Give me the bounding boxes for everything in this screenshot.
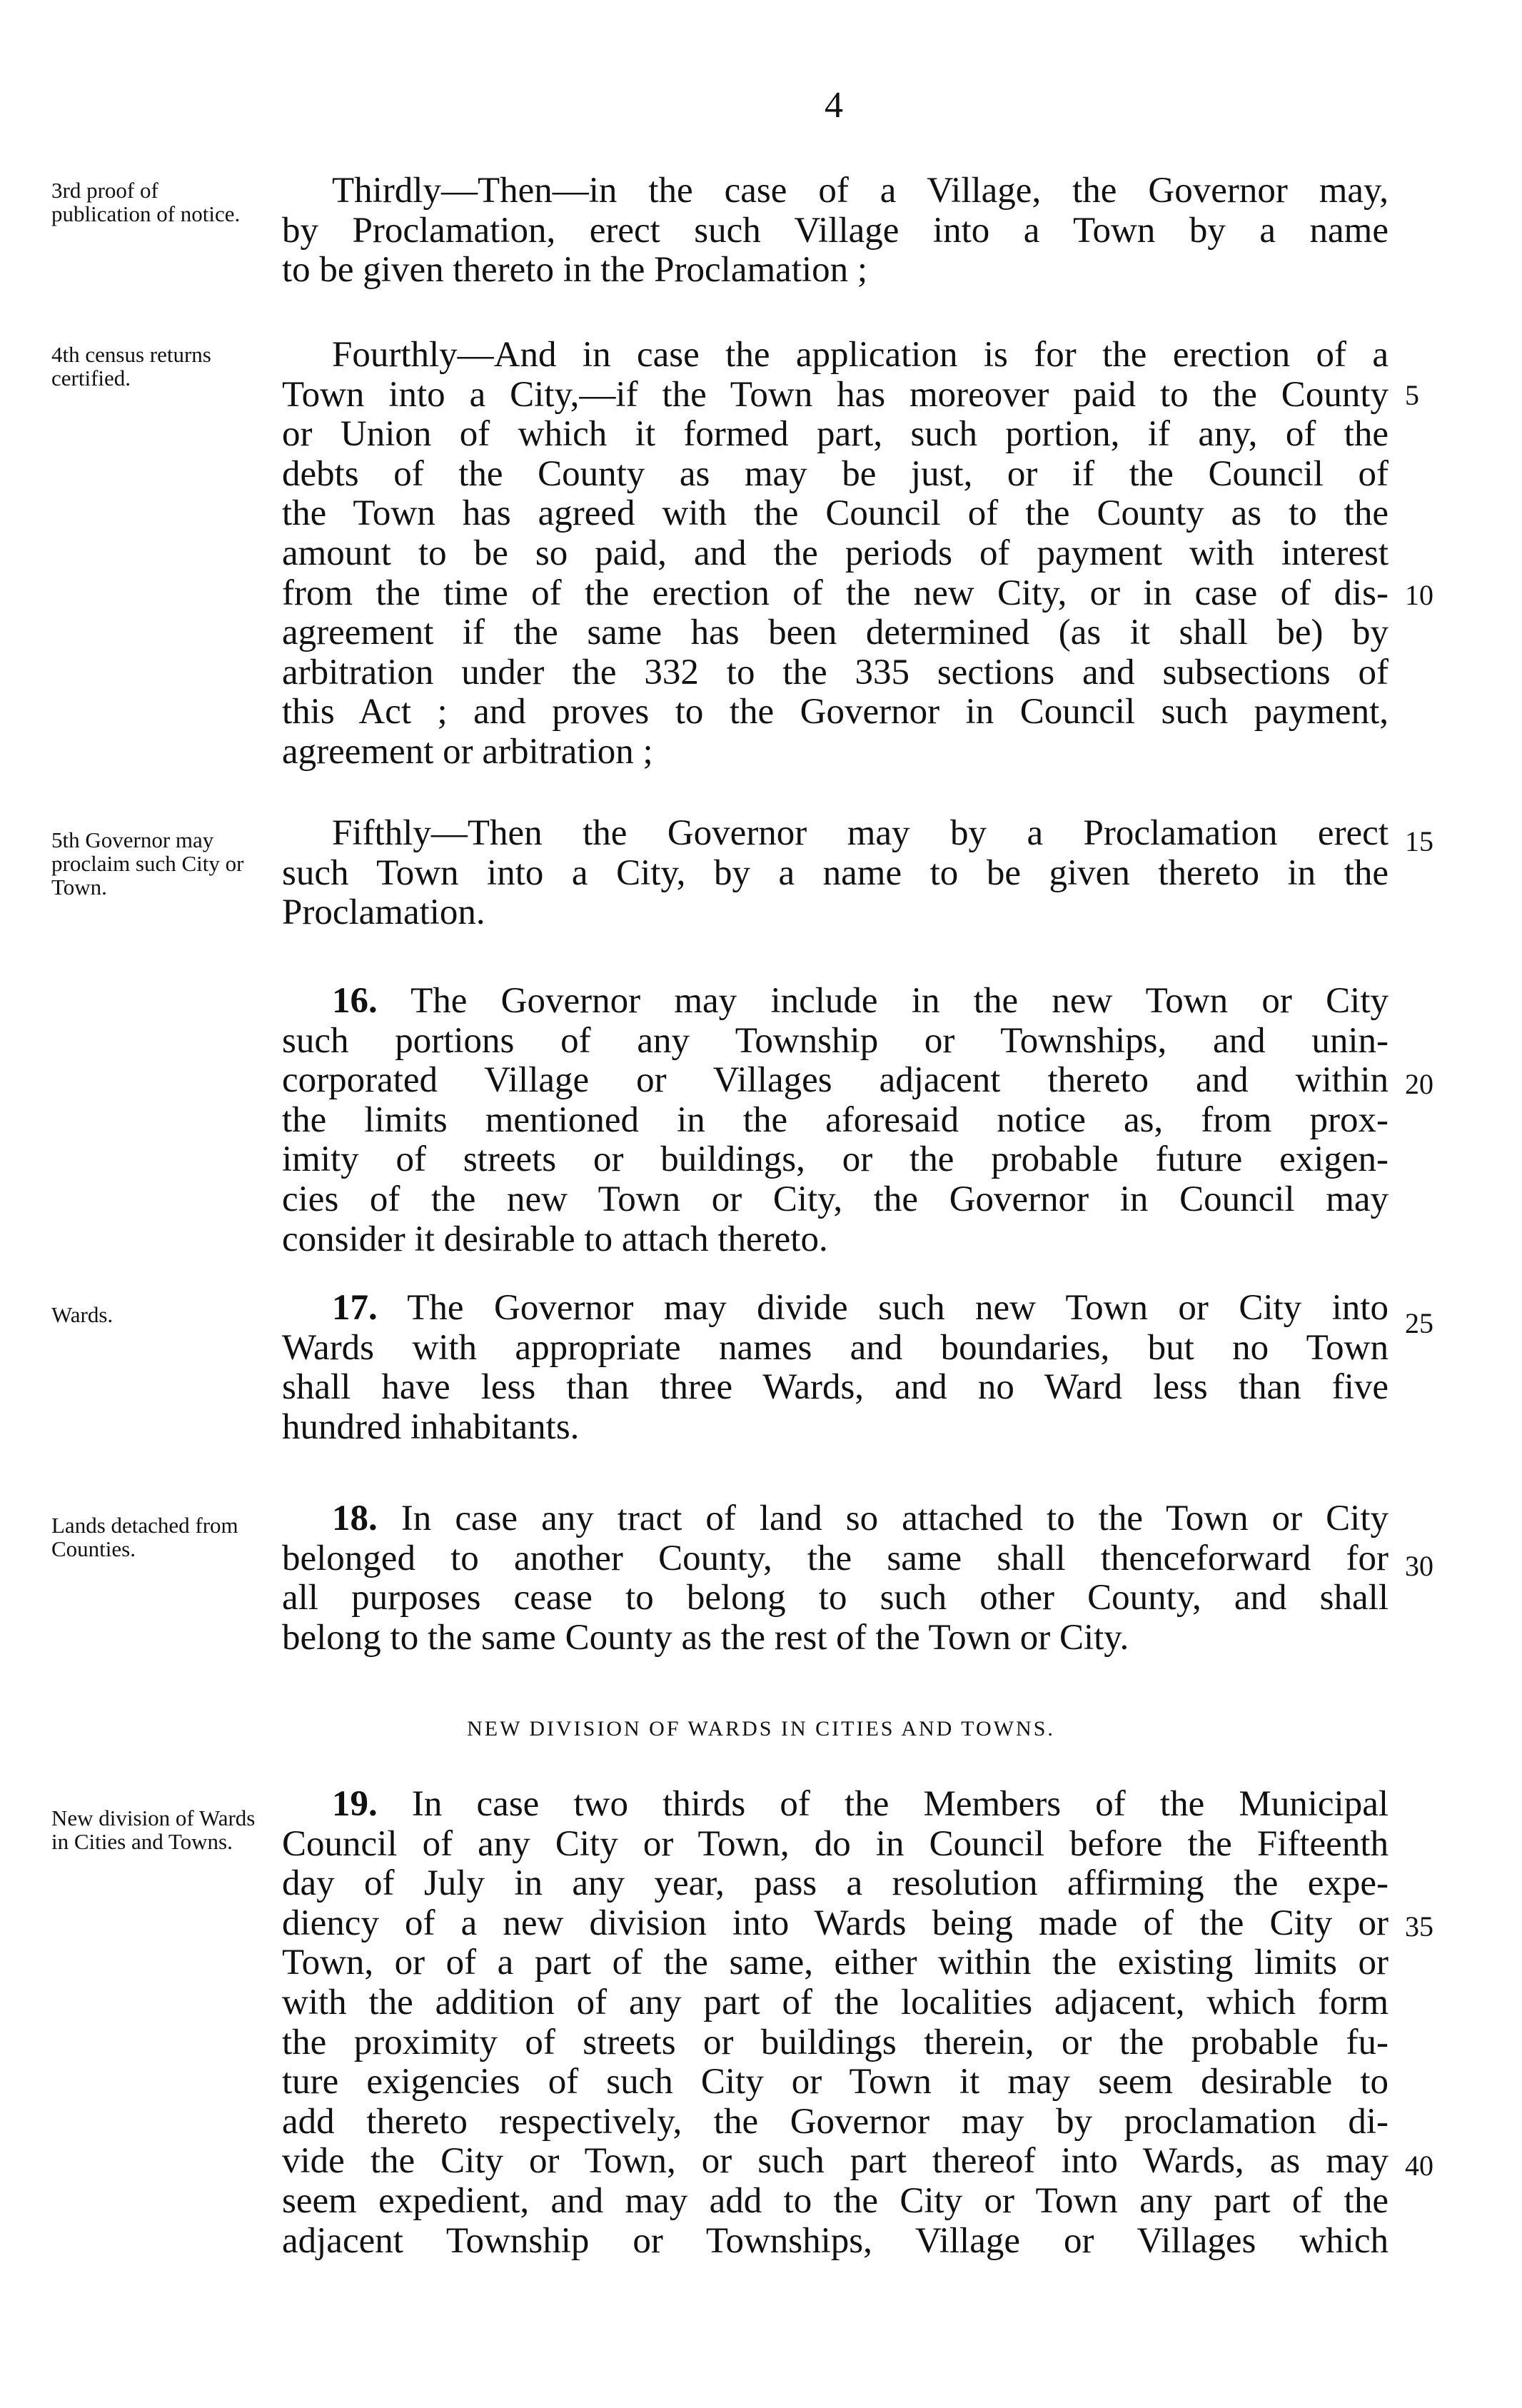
- text-line: belong to the same County as the rest of the Town or City.: [282, 1617, 1129, 1658]
- section-text: The Governor may include in the new Town or City: [410, 981, 1389, 1021]
- margin-note-new-division: New division of Wards in Cities and Towns.: [51, 1805, 256, 1854]
- text-line: hundred inhabitants.: [282, 1406, 580, 1447]
- text-line: [282, 1785, 1389, 1825]
- text-line: [282, 982, 1389, 1022]
- text-line: day of July in any year, pass a resolution affirming the expe-: [282, 1863, 1389, 1904]
- text-line: debts of the County as may be just, or if the Council of: [282, 453, 1389, 494]
- text-line: to be given thereto in the Proclamation ;: [282, 250, 868, 291]
- paragraph-text: [282, 1499, 1389, 1658]
- text-line: Town into a City,—if the Town has moreover paid to the County: [282, 374, 1389, 415]
- section-text: The Governor may divide such new Town or City into: [407, 1288, 1389, 1328]
- line-number: 10: [1405, 579, 1433, 611]
- text-line: diency of a new division into Wards being made of the City or: [282, 1903, 1389, 1943]
- margin-note-3rd-proof: 3rd proof of publication of notice.: [51, 178, 241, 226]
- paragraph-text: [282, 814, 1389, 933]
- text-line: arbitration under the 332 to the 335 sections and subsections of: [282, 652, 1389, 692]
- section-number: 17.: [332, 1288, 378, 1328]
- page-number: 4: [825, 85, 843, 126]
- text-line: such portions of any Township or Townships, and unin-: [282, 1020, 1389, 1061]
- paragraph-text: [282, 171, 1389, 291]
- section-text: In case any tract of land so attached to the Town or City: [400, 1498, 1389, 1538]
- text-line: all purposes cease to belong to such other County, and shall: [282, 1578, 1389, 1618]
- text-line: cies of the new Town or City, the Governor in Council may: [282, 1179, 1389, 1219]
- line-number: 40: [1405, 2150, 1433, 2182]
- text-line: agreement or arbitration ;: [282, 731, 653, 772]
- section-heading: NEW DIVISION OF WARDS IN CITIES AND TOWNS.: [467, 1717, 1055, 1740]
- line-number: 30: [1405, 1550, 1433, 1582]
- section-text: In case two thirds of the Members of the Municipal: [411, 1784, 1389, 1824]
- paragraph-text: [282, 982, 1389, 1259]
- text-line: Fifthly—Then the Governor may by a Proclamation erect: [332, 813, 1389, 853]
- line-number: 35: [1405, 1910, 1433, 1943]
- margin-note-4th-census: 4th census returns certified.: [51, 342, 211, 391]
- margin-note-wards: Wards.: [51, 1302, 114, 1327]
- text-line: shall have less than three Wards, and no Ward less than five: [282, 1367, 1389, 1408]
- section-number: 16.: [332, 981, 378, 1021]
- text-line: or Union of which it formed part, such portion, if any, of the: [282, 414, 1389, 455]
- paragraph-text: [282, 336, 1389, 772]
- text-line: [282, 1499, 1389, 1539]
- text-line: with the addition of any part of the localities adjacent, which form: [282, 1982, 1389, 2022]
- line-number: 25: [1405, 1307, 1433, 1339]
- text-line: vide the City or Town, or such part thereof into Wards, as may: [282, 2141, 1389, 2182]
- text-line: Thirdly—Then—in the case of a Village, the Governor may,: [332, 171, 1389, 211]
- section-number: 18.: [332, 1498, 378, 1538]
- margin-note-5th-governor: 5th Governor may proclaim such City or Town.: [51, 827, 244, 900]
- text-line: [282, 1289, 1389, 1329]
- text-line: Wards with appropriate names and boundaries, but no Town: [282, 1327, 1389, 1368]
- text-line: the proximity of streets or buildings therein, or the probable fu-: [282, 2022, 1389, 2062]
- text-line: such Town into a City, by a name to be given thereto in the: [282, 852, 1389, 893]
- text-line: from the time of the erection of the new City, or in case of dis-: [282, 573, 1389, 613]
- margin-note-lands-detached: Lands detached from Counties.: [51, 1513, 238, 1561]
- paragraph-text: [282, 1785, 1389, 2261]
- text-line: Proclamation.: [282, 892, 485, 933]
- text-line: adjacent Township or Townships, Village or Villages which: [282, 2220, 1389, 2261]
- text-line: seem expedient, and may add to the City or Town any part of the: [282, 2180, 1389, 2221]
- text-line: imity of streets or buildings, or the probable future exigen-: [282, 1139, 1389, 1180]
- text-line: belonged to another County, the same shall thenceforward for: [282, 1538, 1389, 1578]
- text-line: add thereto respectively, the Governor may by proclamation di-: [282, 2101, 1389, 2142]
- text-line: the limits mentioned in the aforesaid notice as, from prox-: [282, 1099, 1389, 1140]
- text-line: Town, or of a part of the same, either within the existing limits or: [282, 1943, 1389, 1983]
- text-line: amount to be so paid, and the periods of payment with interest: [282, 533, 1389, 573]
- text-line: this Act ; and proves to the Governor in Council such payment,: [282, 692, 1389, 732]
- text-line: consider it desirable to attach thereto.: [282, 1219, 828, 1259]
- text-line: Council of any City or Town, do in Council before the Fifteenth: [282, 1823, 1389, 1864]
- text-line: agreement if the same has been determined (as it shall be) by: [282, 613, 1389, 653]
- line-number: 20: [1405, 1068, 1433, 1100]
- paragraph-text: [282, 1289, 1389, 1447]
- text-line: corporated Village or Villages adjacent thereto and within: [282, 1060, 1389, 1101]
- text-line: ture exigencies of such City or Town it may seem desirable to: [282, 2062, 1389, 2102]
- line-number: 5: [1405, 379, 1419, 411]
- section-number: 19.: [332, 1784, 378, 1824]
- line-number: 15: [1405, 825, 1433, 857]
- text-line: Fourthly—And in case the application is for the erection of a: [332, 335, 1389, 375]
- text-line: by Proclamation, erect such Village into a Town by a name: [282, 210, 1389, 251]
- text-line: the Town has agreed with the Council of the County as to the: [282, 493, 1389, 534]
